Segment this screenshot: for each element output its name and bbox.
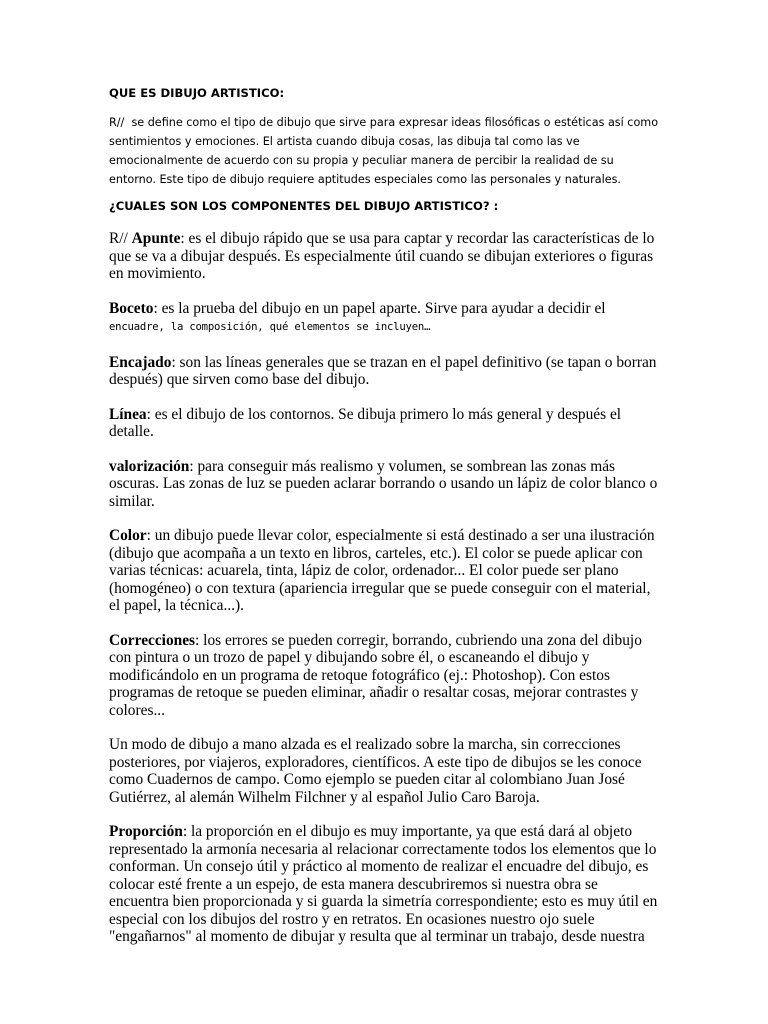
boceto-text-continued: encuadre, la composición, qué elementos se incluyen… xyxy=(109,321,431,333)
mano-alzada-paragraph: Un modo de dibujo a mano alzada es el realizado sobre la marcha, sin correcciones posteriores, por viajeros, exploradores, científicos. A este tipo de dibujos se les conoce como Cuadernos de campo. Como ejemplo se pueden citar al colombiano Juan José Gutiérrez, al alemán Wilhelm Filchner y al español Julio Caro Baroja. xyxy=(109,736,642,806)
proporcion-text: : la proporción en el dibujo es muy importante, ya que está dará al objeto representado la armonía necesaria al relacionar correctamente todos los elementos que lo conforman. Un consejo útil y práctico al momento de realizar el encuadre del dibujo, es colocar esté frente a un espejo, de esta manera descubriremos si nuestra obra se encuentra bien proporcionada y si guarda la simetría correspondiente; esto es muy útil en especial con los dibujos del rostro y en retratos. En ocasiones nuestro ojo suele "engañarnos" al momento de dibujar y resulta que al terminar un trabajo, desde nuestra xyxy=(109,823,658,945)
apunte-prefix: R// xyxy=(109,230,132,247)
correcciones-paragraph xyxy=(109,632,659,720)
correcciones-term: Correcciones xyxy=(109,631,196,649)
boceto-paragraph xyxy=(109,300,659,337)
valorizacion-term: valorización xyxy=(109,457,190,475)
linea-paragraph xyxy=(109,406,659,441)
boceto-term: Boceto xyxy=(109,299,154,317)
valorizacion-text: : para conseguir más realismo y volumen, se sombrean las zonas más oscuras. Las zonas de luz se pueden aclarar borrando o usando un lápiz de color blanco o similar. xyxy=(109,457,658,510)
proporcion-paragraph xyxy=(109,823,659,946)
proporcion-term: Proporción xyxy=(109,823,183,840)
components-question: ¿CUALES SON LOS COMPONENTES DEL DIBUJO ARTISTICO? : xyxy=(109,199,499,213)
encajado-paragraph xyxy=(109,354,659,389)
linea-term: Línea xyxy=(109,405,147,423)
intro-text: se define como el tipo de dibujo que sirve para expresar ideas filosóficas o estéticas así como sentimientos y emociones. El artista cuando dibuja cosas, las dibuja tal como las ve emocionalmente de acuerdo con su propia y peculiar manera de percibir la realidad de su entorno. Este tipo de dibujo requiere aptitudes especiales como las personales y naturales. xyxy=(109,116,659,186)
correcciones-text: : los errores se pueden corregir, borrando, cubriendo una zona del dibujo con pintura o un trozo de papel y dibujando sobre él, o escaneando el dibujo y modificándolo en un programa de retoque fotográfico (ej.: Photoshop). Con estos programas de retoque se pueden eliminar, añadir o resaltar cosas, mejorar contrastes y colores... xyxy=(109,631,642,719)
document-title: QUE ES DIBUJO ARTISTICO: xyxy=(109,86,285,100)
color-text: : un dibujo puede llevar color, especialmente si está destinado a ser una ilustración (dibujo que acompaña a un texto en libros, carteles, etc.). El color se puede aplicar con varias técnicas: acuarela, tinta, lápiz de color, ordenador... El color puede ser plano (homogéneo) o con textura (apariencia irregular que se puede conseguir con el material, el papel, la técnica...). xyxy=(109,527,655,614)
apunte-term: Apunte xyxy=(131,230,181,247)
boceto-text: : es la prueba del dibujo en un papel aparte. Sirve para ayudar a decidir el xyxy=(153,299,606,317)
color-term: Color xyxy=(109,527,147,544)
linea-text: : es el dibujo de los contornos. Se dibuja primero lo más general y después el detalle. xyxy=(109,405,622,440)
valorizacion-paragraph xyxy=(109,458,659,511)
intro-prefix: R// xyxy=(109,116,132,129)
apunte-text: : es el dibujo rápido que se usa para captar y recordar las características de lo que se va a dibujar después. Es especialmente útil cuando se dibujan exteriores o figuras en movimiento. xyxy=(109,230,655,282)
intro-paragraph xyxy=(109,113,659,189)
encajado-text: : son las líneas generales que se trazan en el papel definitivo (se tapan o borran después) que sirven como base del dibujo. xyxy=(109,353,657,388)
color-paragraph xyxy=(109,527,659,615)
encajado-term: Encajado xyxy=(109,353,172,371)
apunte-paragraph xyxy=(109,230,659,283)
document-page xyxy=(109,84,659,946)
